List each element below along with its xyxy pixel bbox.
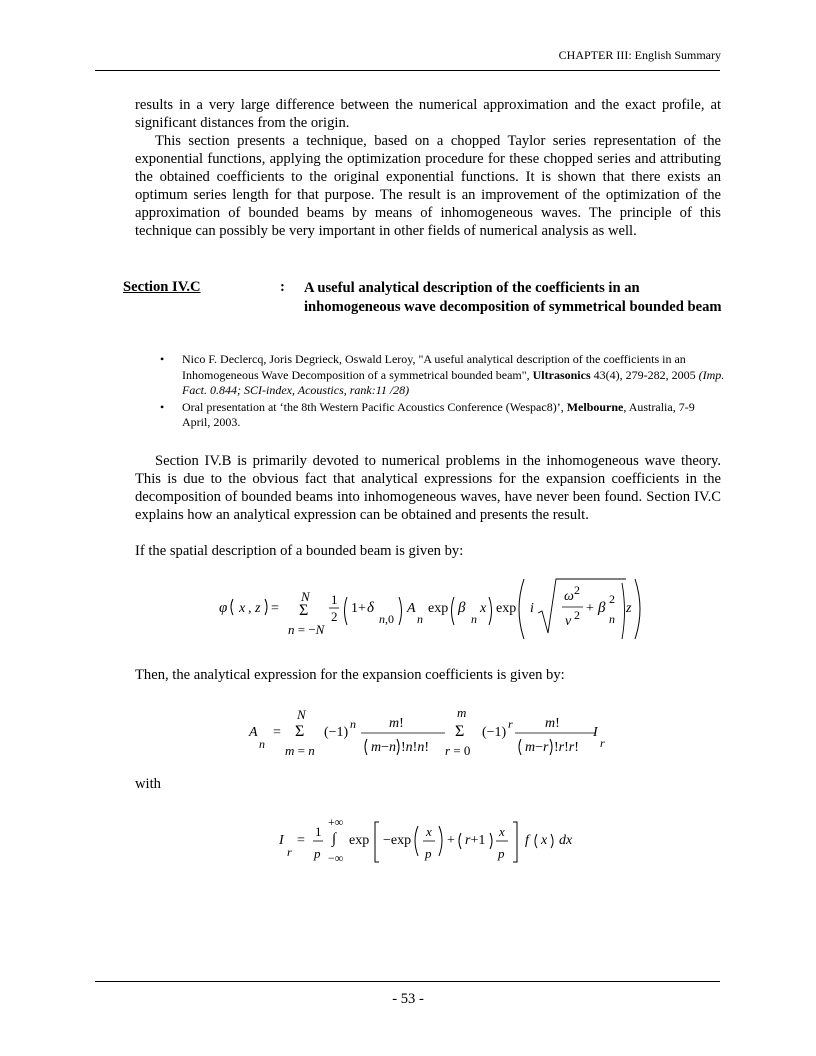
svg-text:,: ,	[248, 601, 252, 616]
svg-text:=: =	[273, 725, 281, 740]
body-paragraph-6: with	[135, 776, 161, 792]
footer-rule	[95, 981, 720, 982]
svg-text:m: m	[457, 705, 467, 720]
svg-text:A: A	[249, 725, 258, 740]
svg-text:n,0: n,0	[379, 612, 394, 626]
svg-text:∫: ∫	[332, 831, 337, 847]
svg-text:1: 1	[315, 824, 322, 839]
svg-text:1: 1	[331, 592, 338, 607]
svg-text:m−r: m−r	[525, 740, 549, 755]
svg-text:f: f	[525, 833, 529, 848]
svg-text:n: n	[471, 612, 477, 626]
bullet-icon: •	[160, 399, 165, 414]
header-rule	[95, 70, 720, 71]
svg-text:+∞: +∞	[328, 815, 344, 829]
svg-text:φ: φ	[219, 600, 228, 616]
publication-text: Oral presentation at ‘the 8th Western Pacific Acoustics Conference (Wespac8)’,	[182, 399, 567, 414]
svg-text:2: 2	[331, 609, 338, 624]
svg-text:r: r	[287, 845, 292, 859]
svg-text:x: x	[499, 824, 505, 839]
publication-details: 43(4), 279-282, 2005	[590, 367, 699, 382]
svg-text:v: v	[565, 614, 572, 629]
section-label: Section IV.C	[123, 279, 201, 295]
running-header: CHAPTER III: English Summary	[558, 48, 721, 62]
publication-journal: Ultrasonics	[532, 367, 591, 382]
svg-text:−exp: −exp	[383, 833, 412, 848]
publication-text: Nico F. Declercq, Joris Degrieck, Oswald Leroy, "A useful analytical description of the coefficients in an Inhomogeneous Wave Decomposition of a symmetrical bounded beam",	[182, 352, 686, 382]
svg-text:z: z	[255, 601, 261, 616]
body-paragraph-4: If the spatial description of a bounded beam is given by:	[135, 543, 464, 559]
body-paragraph-3: Section IV.B is primarily devoted to numerical problems in the inhomogeneous wave theory. This is due to the obvious fact that analytical expressions for the expansion coefficients in the decomposition of bounded beams into inhomogeneous waves, have never been found. Section IV.C explains how an analytical expression can be obtained and presents the result.	[135, 453, 721, 524]
svg-text:m−n: m−n	[371, 740, 397, 755]
svg-text:2: 2	[574, 608, 580, 622]
svg-text:r: r	[600, 736, 605, 750]
svg-text:Σ: Σ	[299, 602, 309, 619]
svg-text:=: =	[297, 833, 305, 848]
svg-text:n: n	[350, 717, 356, 731]
publication-details: , Australia, 7-9 April, 2003.	[182, 399, 695, 430]
intro-paragraph-1: results in a very large difference between the numerical approximation and the exact profile, at significant distances from the origin.	[135, 97, 721, 132]
intro-paragraph-2: This section presents a technique, based on a chopped Taylor series representation of the exponential functions, applying the optimization procedure for these chopped series and attributing the obtained coefficients to the original exponential functions. It is shown that there exists an optimum series length for that purpose. The result is an improvement of the optimization of the approximation of bounded beams by means of inhomogeneous waves. The principle of this technique can possibly be very important in other fields of numerical analysis as well.	[135, 133, 721, 240]
svg-text:r = 0: r = 0	[445, 743, 471, 758]
svg-text:r: r	[508, 717, 513, 731]
svg-text:n: n	[609, 612, 615, 626]
svg-text:1+: 1+	[351, 601, 366, 616]
svg-text:exp: exp	[349, 833, 370, 848]
svg-text:n: n	[417, 612, 423, 626]
bullet-icon: •	[160, 352, 165, 366]
svg-text:p: p	[498, 846, 505, 861]
svg-text:N: N	[297, 707, 306, 722]
svg-text:2: 2	[574, 583, 580, 597]
svg-text:=: =	[271, 601, 279, 616]
publication-list	[160, 352, 725, 432]
svg-text:Σ: Σ	[455, 723, 465, 740]
svg-text:x: x	[239, 601, 246, 616]
svg-text:β: β	[458, 600, 466, 616]
svg-text:!r!r!: !r!r!	[554, 740, 579, 755]
section-title: A useful analytical description of the coefficients in an inhomogeneous wave decomposition of symmetrical bounded beam	[304, 280, 722, 315]
equation-beam-description	[215, 575, 645, 645]
svg-text:δ: δ	[367, 600, 374, 616]
svg-text:z: z	[626, 601, 632, 616]
publication-place: Melbourne	[566, 399, 624, 414]
body-paragraph-5: Then, the analytical expression for the expansion coefficients is given by:	[135, 667, 565, 683]
svg-text:β: β	[598, 600, 606, 616]
svg-text:ω: ω	[564, 589, 574, 604]
svg-text:n = −N: n = −N	[288, 622, 325, 637]
svg-text:dx: dx	[559, 833, 573, 848]
svg-text:m!: m!	[389, 716, 404, 731]
svg-text:r+1: r+1	[465, 833, 486, 848]
svg-text:(−1): (−1)	[324, 725, 349, 740]
svg-text:x: x	[480, 601, 487, 616]
svg-text:A: A	[407, 601, 416, 616]
publication-impact: (Imp. Fact. 0.844; SCI-index, Acoustics, rank:11 /28)	[182, 367, 725, 398]
svg-text:N: N	[301, 589, 310, 604]
svg-text:I: I	[279, 833, 284, 848]
svg-text:−∞: −∞	[328, 851, 344, 865]
svg-text:exp: exp	[428, 601, 449, 616]
svg-text:I: I	[593, 725, 598, 740]
svg-text:p: p	[425, 846, 432, 861]
equation-expansion-coefficients	[245, 703, 625, 783]
page-number: - 53 -	[392, 991, 424, 1007]
svg-text:p: p	[314, 846, 321, 861]
svg-text:x: x	[426, 824, 432, 839]
section-colon: :	[280, 279, 285, 295]
svg-text:m = n: m = n	[285, 743, 315, 758]
equation-integral-ir	[275, 812, 595, 872]
svg-text:!n!n!: !n!n!	[401, 740, 430, 755]
svg-text:+: +	[586, 601, 594, 616]
svg-text:n: n	[259, 737, 265, 751]
svg-text:2: 2	[609, 592, 615, 606]
svg-text:x: x	[541, 833, 548, 848]
svg-text:i: i	[530, 601, 534, 616]
publication-item	[160, 400, 725, 431]
svg-text:(−1): (−1)	[482, 725, 507, 740]
svg-text:+: +	[447, 833, 455, 848]
publication-item	[160, 352, 725, 399]
svg-text:Σ: Σ	[295, 723, 305, 740]
svg-text:exp: exp	[496, 601, 517, 616]
svg-text:m!: m!	[545, 716, 560, 731]
